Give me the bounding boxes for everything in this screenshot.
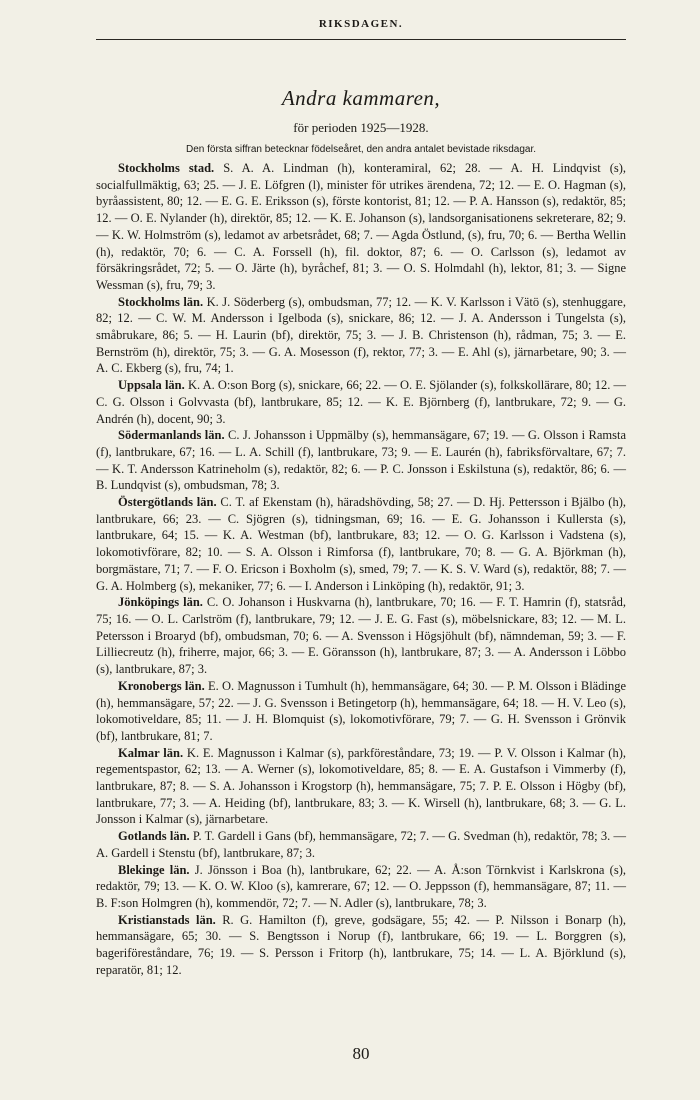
member-list: C. O. Johanson i Huskvarna (h), lantbrukare, 70; 16. — F. T. Hamrin (f), statsråd, 75; 16. — O. L. Carlström (f), lantbrukare, 79; 12. — J. E. G. Fast (s), möbelsnickare, 83; 12. — M. L. Petersson i Broaryd (bf), ombudsman, 70; 6. — A. Svensson i Högsjöhult (bf), nämndeman, 59; 3. — F. Lilliecreutz (h), friherre, major, 66; 3. — E. Göransson (h), lantbrukare, 87; 3. — A. Andersson i Löbbo (s), lantbrukare, 87; 3. (96, 595, 626, 677)
chamber-title: Andra kammaren, (281, 86, 441, 110)
running-head: RIKSDAGEN. (318, 18, 404, 30)
member-listing (96, 160, 626, 978)
constituency-paragraph (96, 294, 626, 378)
constituency-name: Stockholms stad. (118, 161, 215, 175)
member-list: C. J. Johansson i Uppmälby (s), hemmansägare, 67; 19. — G. Olsson i Ramsta (f), lantbrukare, 67; 16. — L. A. Schill (f), lantbrukare, 73; 9. — E. Laurén (h), fabriksförvaltare, 67; 7. — K. T. Andersson Katrineholm (s), redaktör, 82; 6. — P. C. Jonsson i Eskilstuna (s), redaktör, 86; 6. — B. Lundqvist (s), ombudsman, 78; 3. (96, 428, 627, 493)
member-list: J. Jönsson i Boa (h), lantbrukare, 62; 22. — A. Å:son Törnkvist i Karlskrona (s), redaktör, 79; 13. — K. O. W. Kloo (s), kamrerare, 67; 12. — O. Jeppsson (f), hemmansägare, 87; 11. — B. F:son Holmgren (h), kommendör, 72; 7. — N. Adler (s), lantbrukare, 78; 3. (96, 862, 626, 910)
member-list: S. A. A. Lindman (h), konteramiral, 62; 28. — A. H. Lindqvist (s), socialfullmäktig, 63; 25. — J. E. Löfgren (l), minister för utrikes ärendena, 72; 12. — E. O. Hagman (s), byråassistent, 80; 12. — E. G. E. Eriksson (s), förste kontorist, 81; 12. — P. A. Hansson (s), redaktör, 85; 12. — O. E. Nylander (h), direktör, 85; 12. — K. E. Johanson (s), landsorganisationens sekreterare, 82; 9. — K. W. Holmström (s), ledamot av arbetsrådet, 68; 7. — Agda Östlund, (s), fru, 70; 6. — Bertha Wellin (h), redaktör, 70; 6. — C. A. Forssell (h), fil. doktor, 87; 6. — O. Carlsson (s), ledamot av försäkringsrådet, 72; 5. — O. Järte (h), byråchef, 81; 3. — O. S. Holmdahl (h), lektor, 81; 3. — Signe Wessman (s), fru, 79; 3. (96, 161, 627, 292)
constituency-name: Södermanlands län. (118, 428, 225, 443)
constituency-paragraph (96, 494, 626, 594)
constituency-name: Blekinge län. (118, 862, 190, 877)
member-list: K. A. O:son Borg (s), snickare, 66; 22. — O. E. Sjölander (s), folkskollärare, 80; 12. — C. G. Olsson i Golvvasta (bf), lantbrukare, 85; 12. — K. E. Björnberg (f), lantbrukare, 72; 9. — G. Andrén (h), docent, 90; 3. (96, 378, 626, 426)
constituency-name: Kronobergs län. (118, 678, 205, 693)
member-list: K. J. Söderberg (s), ombudsman, 77; 12. — K. V. Karlsson i Vätö (s), stenhuggare, 82; 12. — C. W. M. Andersson i Igelboda (s), snickare, 86; 12. — J. A. Andersson i Tungelsta (s), småbrukare, 86; 5. — H. Laurin (bf), direktör, 75; 3. — J. B. Christenson (h), rådman, 75; 3. — E. Bernström (h), direktör, 75; 3. — G. A. Mosesson (f), rektor, 77; 3. — E. Ahl (s), järnarbetare, 90; 3. — A. C. Ekberg (s), fru, 74; 1. (96, 294, 626, 376)
numbers-note: Den första siffran betecknar födelseåret, den andra antalet bevistade riksdagar. (185, 144, 537, 155)
header-rule (96, 39, 626, 40)
page-number: 80 (352, 1044, 370, 1063)
constituency-name: Östergötlands län. (118, 495, 217, 510)
constituency-name: Gotlands län. (118, 829, 190, 844)
constituency-paragraph (96, 828, 626, 861)
member-list: E. O. Magnusson i Tumhult (h), hemmansägare, 64; 30. — P. M. Olsson i Blädinge (h), hemmansägare, 57; 22. — J. G. Svensson i Betingetorp (h), hemmansägare, 64; 18. — H. V. Leo (s), lokomotiveldare, 85; 11. — J. H. Blomquist (s), lokomotivförare, 79; 7. — G. H. Svensson i Grönvik (bf), lantbrukare, 81; 7. (96, 678, 626, 743)
constituency-paragraph (96, 377, 626, 427)
constituency-paragraph (96, 745, 626, 829)
member-list: K. E. Magnusson i Kalmar (s), parkföreståndare, 73; 19. — P. V. Olsson i Kalmar (h), regementspastor, 62; 13. — A. Werner (s), lokomotiveldare, 85; 8. — E. A. Gustafson i Vimmerby (f), lantbrukare, 87; 8. — S. A. Johansson i Krogstorp (h), hemmansägare, 75; 7. P. E. Olsson i Högby (bf), lantbrukare, 77; 3. — A. Heiding (bf), lantbrukare, 83; 3. — K. Wirsell (h), lantbrukare, 68; 3. — G. L. Jonsson i Kalmar (s), järnarbetare. (96, 745, 626, 827)
constituency-name: Kristianstads län. (118, 912, 216, 927)
constituency-paragraph (96, 678, 626, 745)
constituency-paragraph (96, 594, 626, 678)
constituency-paragraph (96, 862, 626, 912)
constituency-name: Stockholms län. (118, 294, 204, 309)
member-list: C. T. af Ekenstam (h), häradshövding, 58; 27. — D. Hj. Pettersson i Bjälbo (h), lantbrukare, 66; 23. — C. Sjögren (s), tidningsman, 69; 16. — E. G. Johansson i Kullersta (s), lantbrukare, 64; 15. — K. A. Westman (bf), lantbrukare, 83; 12. — O. G. Karlsson i Vadstena (s), lokomotivförare, 82; 10. — S. A. Olsson i Rimforsa (f), lantbrukare, 70; 8. — G. A. Björkman (h), borgmästare, 71; 7. — F. O. Ericson i Boxholm (s), smed, 79; 7. — K. S. V. Ward (s), redaktör, 88; 7. — G. A. Holmberg (s), mekaniker, 77; 6. — I. Anderson i Linköping (h), redaktör, 91; 3. (96, 495, 626, 593)
constituency-name: Kalmar län. (118, 745, 184, 760)
constituency-paragraph (96, 160, 626, 294)
period-subtitle: för perioden 1925—1928. (293, 120, 429, 135)
constituency-paragraph (96, 912, 626, 979)
document-page (96, 0, 626, 1100)
constituency-paragraph (96, 427, 626, 494)
member-list: R. G. Hamilton (f), greve, godsägare, 55; 42. — P. Nilsson i Bonarp (h), hemmansägare, 65; 30. — S. Bengtsson i Norup (f), lantbrukare, 66; 19. — L. Borggren (s), bageriföreståndare, 76; 19. — S. Persson i Fritorp (h), lantbrukare, 75; 14. — L. A. Björklund (s), reparatör, 81; 12. (96, 912, 626, 977)
constituency-name: Uppsala län. (118, 378, 185, 393)
constituency-name: Jönköpings län. (118, 595, 203, 610)
member-list: P. T. Gardell i Gans (bf), hemmansägare, 72; 7. — G. Svedman (h), redaktör, 78; 3. — A. Gardell i Stenstu (bf), lantbrukare, 87; 3. (96, 829, 627, 860)
